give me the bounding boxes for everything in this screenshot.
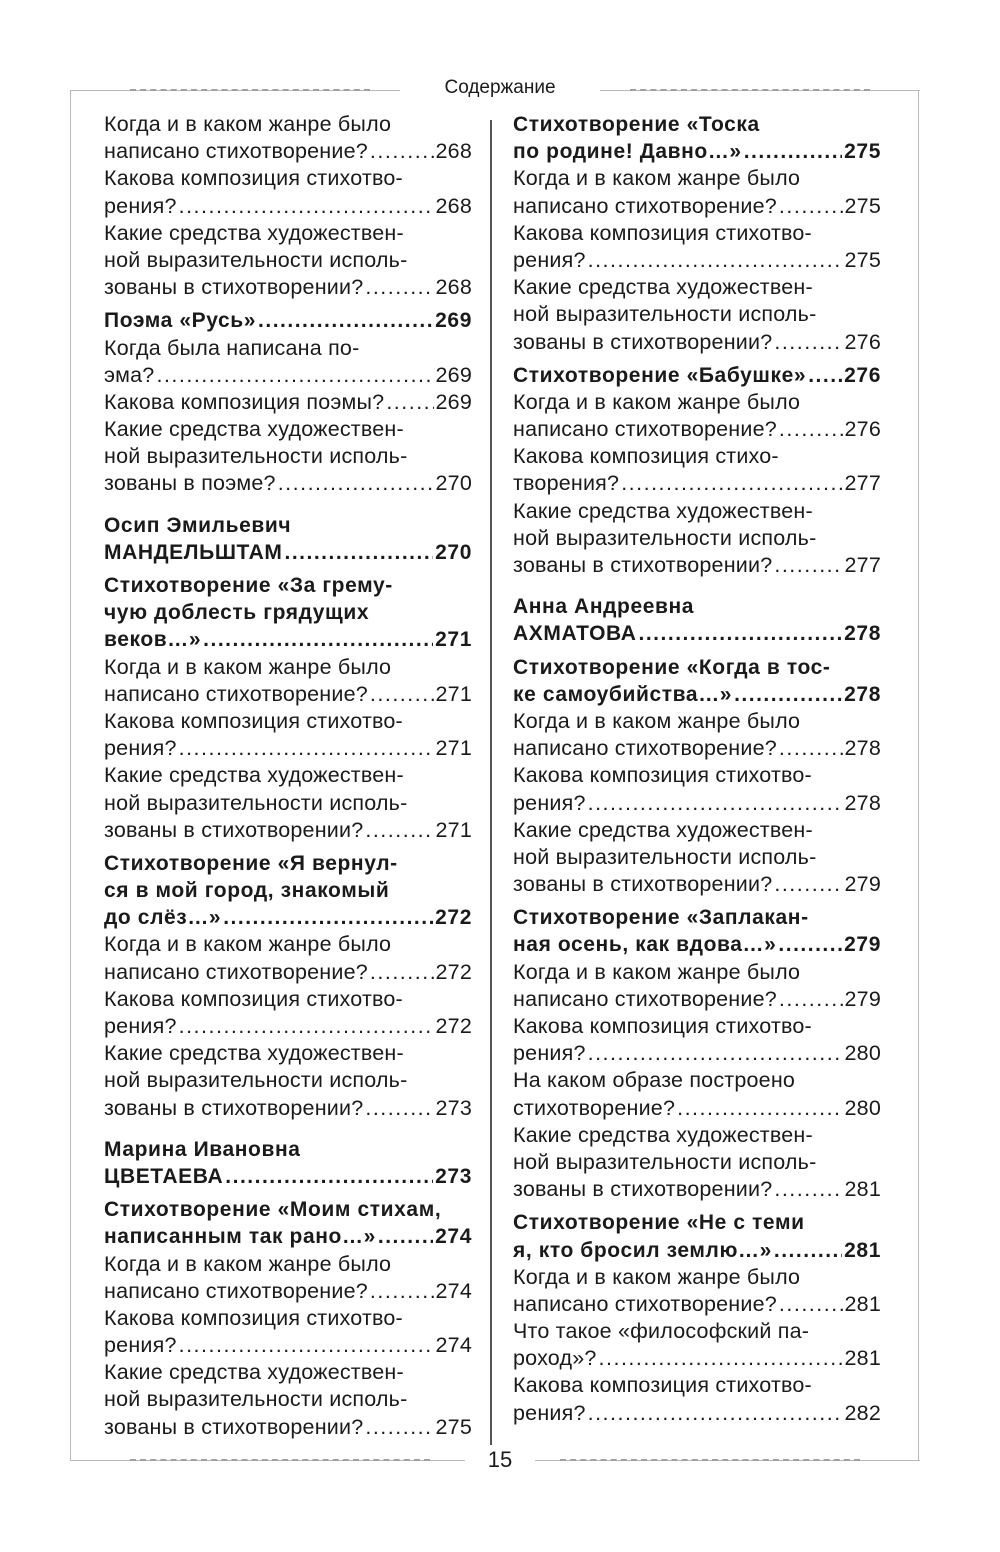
dot-leader [179,1013,434,1040]
toc-page-number: 275 [844,193,881,218]
toc-entry-text: Какие средства художествен- [104,417,404,442]
toc-entry-text: Осип Эмильевич [104,513,292,537]
toc-entry-line [513,1318,881,1345]
toc-entry-text: Когда и в каком жанре было [513,1264,801,1289]
toc-entry-line [104,220,472,247]
toc-entry-text: Стихотворение «Тоска [513,113,760,136]
toc-entry-line [513,274,881,301]
toc-entry-text: Какова композиция поэмы? [104,389,385,414]
toc-entry-text: Какие средства художествен- [104,763,404,788]
toc-entry-line [104,138,472,165]
toc-entry-text: эма? [104,362,155,387]
toc-entry-text: творения? [513,471,620,496]
toc-entry-text: Какие средства художествен- [513,498,813,523]
dot-leader [808,362,842,389]
toc-entry-line [513,986,881,1013]
dot-leader [203,626,433,653]
toc-entry-text: по родине! Давно…» [513,140,742,164]
dot-leader [774,329,842,356]
toc-page-number: 271 [435,817,472,842]
frame-border [918,90,919,1460]
dot-leader [779,416,843,443]
toc-entry-line [104,1305,472,1332]
toc-page-number: 274 [435,1225,472,1249]
toc-heading-line [513,681,881,708]
toc-entry-text: Что такое «философский па- [513,1319,810,1344]
toc-page-number: 268 [435,139,472,164]
toc-entry-text: я, кто бросил землю…» [513,1238,772,1262]
toc-entry-line [104,1251,472,1278]
toc-entry-text: ная осень, как вдова…» [513,933,777,957]
toc-entry-text: зованы в стихотворении? [104,275,364,300]
toc-page-number: 277 [844,553,881,577]
toc-entry-line [513,247,881,274]
toc-entry-text: ся в мой город, знакомый [104,879,390,903]
toc-heading-line [104,1136,472,1163]
frame-border [70,90,71,1460]
toc-entry-text: Какие средства художествен- [513,817,813,842]
toc-entry-line [513,1095,881,1122]
toc-entry-text: до слёз…» [104,906,222,930]
toc-entry-line [513,1372,881,1399]
toc-entry-text: Когда и в каком жанре было [513,959,801,984]
toc-page-number: 281 [844,1291,881,1316]
toc-heading-line [104,512,472,539]
toc-entry-line [104,247,472,274]
toc-entry-text: На каком образе построено [513,1068,796,1093]
toc-entry-line [513,762,881,789]
dot-leader [365,1414,433,1441]
toc-entry-line [513,552,881,579]
dot-leader [774,1237,842,1264]
toc-entry-text: зованы в стихотворении? [513,553,773,577]
toc-entry-line [513,1176,881,1203]
toc-page-number: 270 [435,540,472,564]
toc-page-number: 276 [844,417,881,442]
toc-entry-line [513,301,881,328]
dot-leader [179,193,434,220]
toc-entry-text: Стихотворение «Бабушке» [513,363,807,387]
toc-page-number: 277 [844,471,881,496]
toc-entry-text: Какова композиция стихо- [513,444,779,469]
toc-entry-text: Когда и в каком жанре было [513,389,801,414]
toc-entry-text: рения? [513,1041,586,1066]
toc-page-number: 282 [844,1400,881,1425]
toc-entry-line [104,1359,472,1386]
toc-entry-text: Какова композиция стихотво- [513,1373,812,1398]
toc-entry-text: ЦВЕТАЕВА [104,1164,224,1188]
toc-page-number: 272 [435,906,472,930]
toc-entry-line [104,1095,472,1122]
dot-leader [621,470,842,497]
toc-entry-line [104,735,472,762]
dot-leader [779,735,843,762]
toc-entry-text: Марина Ивановна [104,1137,301,1161]
toc-page-number: 279 [844,933,881,957]
dot-leader [774,552,842,579]
toc-entry-text: стихотворение? [513,1095,676,1120]
toc-entry-text: Какова композиция стихотво- [104,986,403,1011]
toc-page-number: 272 [435,1014,472,1038]
toc-entry-text: Когда и в каком жанре было [104,654,392,679]
toc-page-number: 269 [435,362,472,387]
toc-page-number: 274 [435,1333,472,1358]
toc-left-column [104,111,472,1441]
toc-entry-line [104,335,472,362]
toc-heading-line [104,599,472,626]
dot-leader [774,871,842,898]
toc-entry-line [104,762,472,789]
toc-entry-text: зованы в стихотворении? [104,817,364,842]
dot-leader [378,1223,433,1250]
toc-entry-text: Стихотворение «Я вернул- [104,851,398,875]
toc-entry-text: Стихотворение «Моим стихам, [104,1198,442,1222]
toc-page-number: 276 [844,329,881,354]
toc-page-number: 275 [435,1414,472,1439]
toc-page-number: 280 [844,1095,881,1120]
decorative-dashes [130,89,370,91]
toc-heading-line [104,1163,472,1190]
toc-page-number: 280 [844,1041,881,1066]
toc-page-number: 276 [844,363,881,387]
toc-entry-line [513,329,881,356]
toc-entry-line [513,871,881,898]
toc-entry-text: роход»? [513,1346,597,1371]
toc-entry-text: зованы в стихотворении? [104,1414,364,1439]
toc-heading-line [104,877,472,904]
toc-entry-line [104,470,472,497]
toc-heading-line [104,1196,472,1223]
toc-entry-line [513,817,881,844]
toc-heading-line [104,1223,472,1250]
toc-entry-line [104,165,472,192]
toc-entry-line [104,362,472,389]
toc-entry-text: Какие средства художествен- [513,1122,813,1147]
toc-entry-text: ной выразительности исполь- [104,247,408,272]
toc-heading-line [104,904,472,931]
toc-heading-line [513,904,881,931]
toc-page-number: 275 [844,140,881,164]
dot-leader [734,681,842,708]
toc-entry-text: Какова композиция стихотво- [104,1305,403,1330]
toc-entry-text: написано стихотворение? [513,736,777,761]
toc-page-number: 273 [435,1164,472,1188]
toc-entry-line [104,654,472,681]
toc-entry-line [513,735,881,762]
toc-heading-line [513,654,881,681]
toc-heading-line [104,307,472,334]
dot-leader [677,1095,842,1122]
toc-page-number: 271 [435,628,472,652]
toc-entry-line [513,790,881,817]
dot-leader [386,389,433,416]
dot-leader [588,790,843,817]
toc-entry-line [513,1400,881,1427]
toc-entry-text: рения? [513,247,586,272]
toc-entry-line [104,708,472,735]
toc-entry-text: веков…» [104,628,202,652]
toc-entry-text: написано стихотворение? [104,139,368,164]
toc-page-number: 268 [435,275,472,300]
toc-entry-text: написано стихотворение? [513,1291,777,1316]
dot-leader [370,681,434,708]
toc-heading-line [513,593,881,620]
dot-leader [285,539,434,566]
toc-entry-text: рения? [104,193,177,218]
toc-entry-text: написано стихотворение? [513,417,777,442]
toc-page-number: 278 [844,790,881,815]
toc-entry-line [513,525,881,552]
toc-entry-line [104,931,472,958]
toc-entry-text: зованы в стихотворении? [104,1095,364,1120]
dot-leader [278,470,434,497]
toc-heading-line [513,1237,881,1264]
toc-entry-text: Поэма «Русь» [104,309,257,333]
toc-entry-line [513,389,881,416]
running-header: Содержание [444,77,556,98]
toc-page-number: 269 [435,389,472,414]
toc-entry-text: ке самоубийства…» [513,682,733,706]
dot-leader [370,1278,434,1305]
toc-entry-line [104,817,472,844]
toc-entry-text: ной выразительности исполь- [513,1149,817,1174]
toc-entry-line [104,1332,472,1359]
toc-entry-line [513,193,881,220]
toc-heading-line [513,1209,881,1236]
dot-leader [779,986,843,1013]
toc-entry-line [104,443,472,470]
toc-heading-line [104,572,472,599]
toc-entry-text: Стихотворение «Заплакан- [513,906,809,930]
toc-entry-text: написано стихотворение? [104,1278,368,1303]
decorative-dashes [630,89,870,91]
dot-leader [779,1291,843,1318]
toc-entry-line [513,1264,881,1291]
dot-leader [179,1332,434,1359]
page-number: 15 [487,1447,513,1472]
toc-entry-line [104,986,472,1013]
toc-entry-text: Какова композиция стихотво- [104,708,403,733]
toc-entry-text: Какова композиция стихотво- [513,220,812,245]
toc-entry-text: написано стихотворение? [513,193,777,218]
toc-entry-text: написано стихотворение? [104,959,368,984]
toc-entry-line [104,1040,472,1067]
toc-entry-text: Какова композиция стихотво- [513,763,812,788]
toc-heading-line [513,931,881,958]
toc-entry-text: Когда и в каком жанре было [104,112,392,136]
toc-entry-line [104,1278,472,1305]
toc-entry-text: ной выразительности исполь- [513,302,817,327]
dot-leader [179,735,434,762]
toc-entry-text: Какие средства художествен- [104,1041,404,1066]
toc-entry-line [513,443,881,470]
toc-entry-line [513,220,881,247]
toc-entry-text: зованы в поэме? [104,471,276,496]
dot-leader [774,1176,842,1203]
toc-page-number: 275 [844,247,881,272]
toc-entry-text: написано стихотворение? [513,986,777,1011]
toc-page-number: 281 [844,1346,881,1371]
toc-entry-line [513,1067,881,1094]
toc-entry-text: зованы в стихотворении? [513,872,773,897]
dot-leader [258,307,433,334]
dot-leader [599,1345,843,1372]
toc-page-number: 278 [844,622,881,646]
toc-entry-text: рения? [513,1400,586,1425]
dot-leader [588,247,843,274]
toc-entry-text: Какова композиция стихотво- [104,166,403,191]
toc-heading-line [513,138,881,165]
toc-entry-text: ной выразительности исполь- [104,1068,408,1093]
toc-page-number: 281 [844,1238,881,1262]
toc-entry-text: Какова композиция стихотво- [513,1014,812,1038]
toc-entry-line [104,790,472,817]
dot-leader [370,959,434,986]
toc-page-number: 278 [844,682,881,706]
toc-entry-text: Какие средства художествен- [104,220,404,245]
toc-entry-text: написанным так рано…» [104,1225,376,1249]
toc-page-number: 281 [844,1177,881,1202]
toc-entry-line [513,1122,881,1149]
toc-entry-line [513,498,881,525]
toc-entry-text: рения? [104,1014,177,1038]
toc-page-number: 271 [435,736,472,761]
dot-leader [365,1095,433,1122]
toc-entry-text: Когда и в каком жанре было [513,708,801,733]
toc-entry-line [104,681,472,708]
toc-entry-text: рения? [104,1333,177,1358]
toc-entry-text: Стихотворение «Когда в тос- [513,655,831,679]
toc-entry-text: АХМАТОВА [513,622,637,646]
dot-leader [365,274,433,301]
toc-entry-line [104,1067,472,1094]
dot-leader [365,817,433,844]
toc-page-number: 279 [844,872,881,897]
toc-page-number: 271 [435,681,472,706]
toc-entry-text: Когда и в каком жанре было [513,166,801,191]
dot-leader [744,138,842,165]
toc-entry-text: зованы в стихотворении? [513,1177,773,1202]
toc-entry-text: написано стихотворение? [104,681,368,706]
toc-page-number: 278 [844,736,881,761]
toc-page-number: 268 [435,193,472,218]
toc-entry-line [104,1386,472,1413]
toc-entry-line [104,389,472,416]
toc-right-column [513,111,881,1427]
dot-leader [778,931,842,958]
toc-entry-text: рения? [513,790,586,815]
toc-entry-text: ной выразительности исполь- [513,844,817,869]
toc-entry-line [513,1149,881,1176]
dot-leader [225,1163,433,1190]
dot-leader [588,1400,843,1427]
toc-page-number: 279 [844,986,881,1011]
toc-entry-line [513,1345,881,1372]
toc-entry-text: Стихотворение «За грему- [104,574,393,597]
toc-entry-text: Какие средства художествен- [104,1360,404,1385]
toc-page-number: 274 [435,1278,472,1303]
toc-entry-text: МАНДЕЛЬШТАМ [104,540,283,564]
toc-entry-line [513,416,881,443]
toc-entry-line [513,470,881,497]
toc-entry-text: ной выразительности исполь- [513,525,817,550]
toc-entry-line [513,959,881,986]
toc-entry-text: Когда и в каком жанре было [104,932,392,957]
toc-entry-line [104,959,472,986]
toc-heading-line [513,362,881,389]
toc-entry-text: ной выразительности исполь- [104,444,408,469]
toc-page-number: 269 [435,309,472,333]
toc-entry-text: рения? [104,736,177,761]
column-divider [490,120,492,1445]
dot-leader [639,620,843,647]
toc-entry-text: чую доблесть грядущих [104,601,370,625]
toc-heading-line [104,626,472,653]
toc-heading-line [104,850,472,877]
toc-entry-line [104,1013,472,1040]
toc-entry-text: Когда и в каком жанре было [104,1251,392,1276]
toc-entry-line [513,1291,881,1318]
dot-leader [223,904,433,931]
toc-entry-line [513,165,881,192]
toc-entry-text: Стихотворение «Не с теми [513,1211,805,1235]
toc-entry-line [104,193,472,220]
toc-heading-line [104,539,472,566]
toc-entry-line [513,844,881,871]
toc-heading-line [513,620,881,647]
toc-entry-line [104,111,472,138]
dot-leader [370,138,434,165]
toc-page-number: 270 [435,471,472,496]
toc-entry-text: ной выразительности исполь- [104,790,408,815]
toc-entry-line [104,274,472,301]
toc-entry-text: зованы в стихотворении? [513,329,773,354]
toc-entry-text: Анна Андреевна [513,595,695,619]
toc-entry-text: ной выразительности исполь- [104,1387,408,1412]
toc-entry-text: Какие средства художествен- [513,275,813,300]
dot-leader [156,362,433,389]
toc-entry-line [513,708,881,735]
toc-entry-line [104,416,472,443]
toc-heading-line [513,111,881,138]
dot-leader [779,193,843,220]
toc-page-number: 272 [435,959,472,984]
toc-entry-line [513,1013,881,1040]
toc-entry-line [104,1414,472,1441]
toc-entry-line [513,1040,881,1067]
toc-entry-text: Когда была написана по- [104,335,360,360]
dot-leader [588,1040,843,1067]
toc-page-number: 273 [435,1095,472,1120]
